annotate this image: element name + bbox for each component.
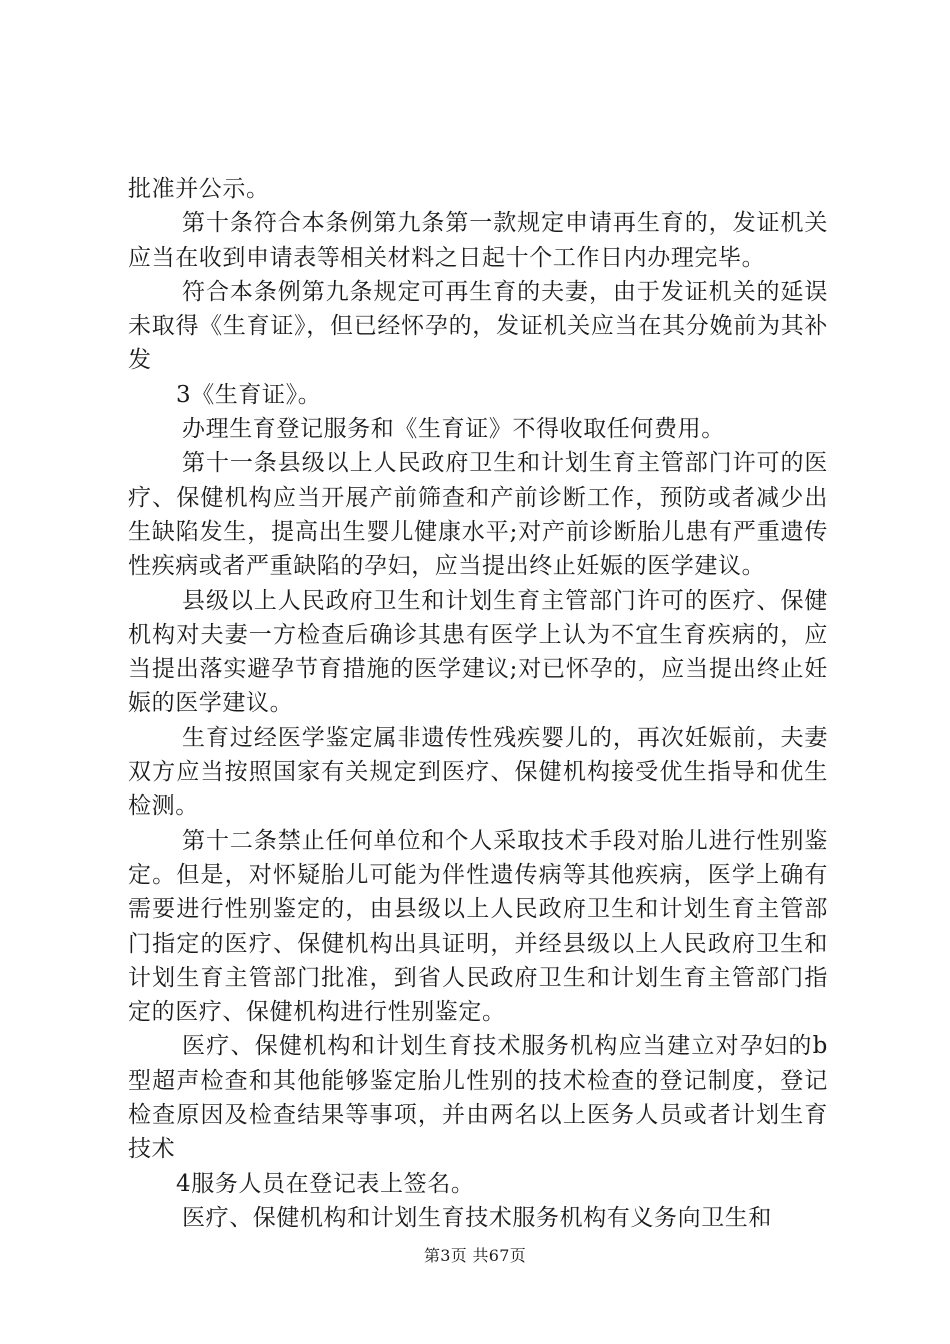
paragraph-5: 办理生育登记服务和《生育证》不得收取任何费用。 [182, 416, 725, 443]
paragraph-4: 3《生育证》。 [176, 381, 322, 408]
page-footer [0, 1243, 950, 1266]
paragraph-3: 符合本条例第九条规定可再生育的夫妻，由于发证机关的延误未取得《生育证》，但已经怀孕的，发证机关应当在其分娩前为其补发 [128, 278, 828, 374]
paragraph-9: 第十二条禁止任何单位和个人采取技术手段对胎儿进行性别鉴定。但是，对怀疑胎儿可能为伴性遗传病等其他疾病，医学上确有需要进行性别鉴定的，由县级以上人民政府卫生和计划生育主管部门指定的医疗、保健机构出具证明，并经县级以上人民政府卫生和计划生育主管部门批准，到省人民政府卫生和计划生育主管部门指定的医疗、保健机构进行性别鉴定。 [128, 827, 828, 1026]
paragraph-8: 生育过经医学鉴定属非遗传性残疾婴儿的，再次妊娠前，夫妻双方应当按照国家有关规定到医疗、保健机构接受优生指导和优生检测。 [128, 724, 828, 820]
paragraph-6: 第十一条县级以上人民政府卫生和计划生育主管部门许可的医疗、保健机构应当开展产前筛查和产前诊断工作，预防或者减少出生缺陷发生，提高出生婴儿健康水平;对产前诊断胎儿患有严重遗传性疾病或者严重缺陷的孕妇，应当提出终止妊娠的医学建议。 [128, 450, 828, 580]
paragraph-11: 4服务人员在登记表上签名。 [176, 1170, 475, 1197]
page-number-label: 第3页 共67页 [423, 1246, 527, 1265]
paragraph-2: 第十条符合本条例第九条第一款规定申请再生育的，发证机关应当在收到申请表等相关材料之日起十个工作日内办理完毕。 [128, 210, 828, 271]
paragraph-7: 县级以上人民政府卫生和计划生育主管部门许可的医疗、保健机构对夫妻一方检查后确诊其患有医学上认为不宜生育疾病的，应当提出落实避孕节育措施的医学建议;对已怀孕的，应当提出终止妊娠的医学建议。 [128, 587, 828, 717]
paragraph-1: 批准并公示。 [128, 176, 270, 202]
document-body [128, 172, 828, 1235]
paragraph-12: 医疗、保健机构和计划生育技术服务机构有义务向卫生和 [182, 1204, 772, 1231]
paragraph-10: 医疗、保健机构和计划生育技术服务机构应当建立对孕妇的b型超声检查和其他能够鉴定胎儿性别的技术检查的登记制度，登记检查原因及检查结果等事项，并由两名以上医务人员或者计划生育技术 [128, 1033, 828, 1163]
